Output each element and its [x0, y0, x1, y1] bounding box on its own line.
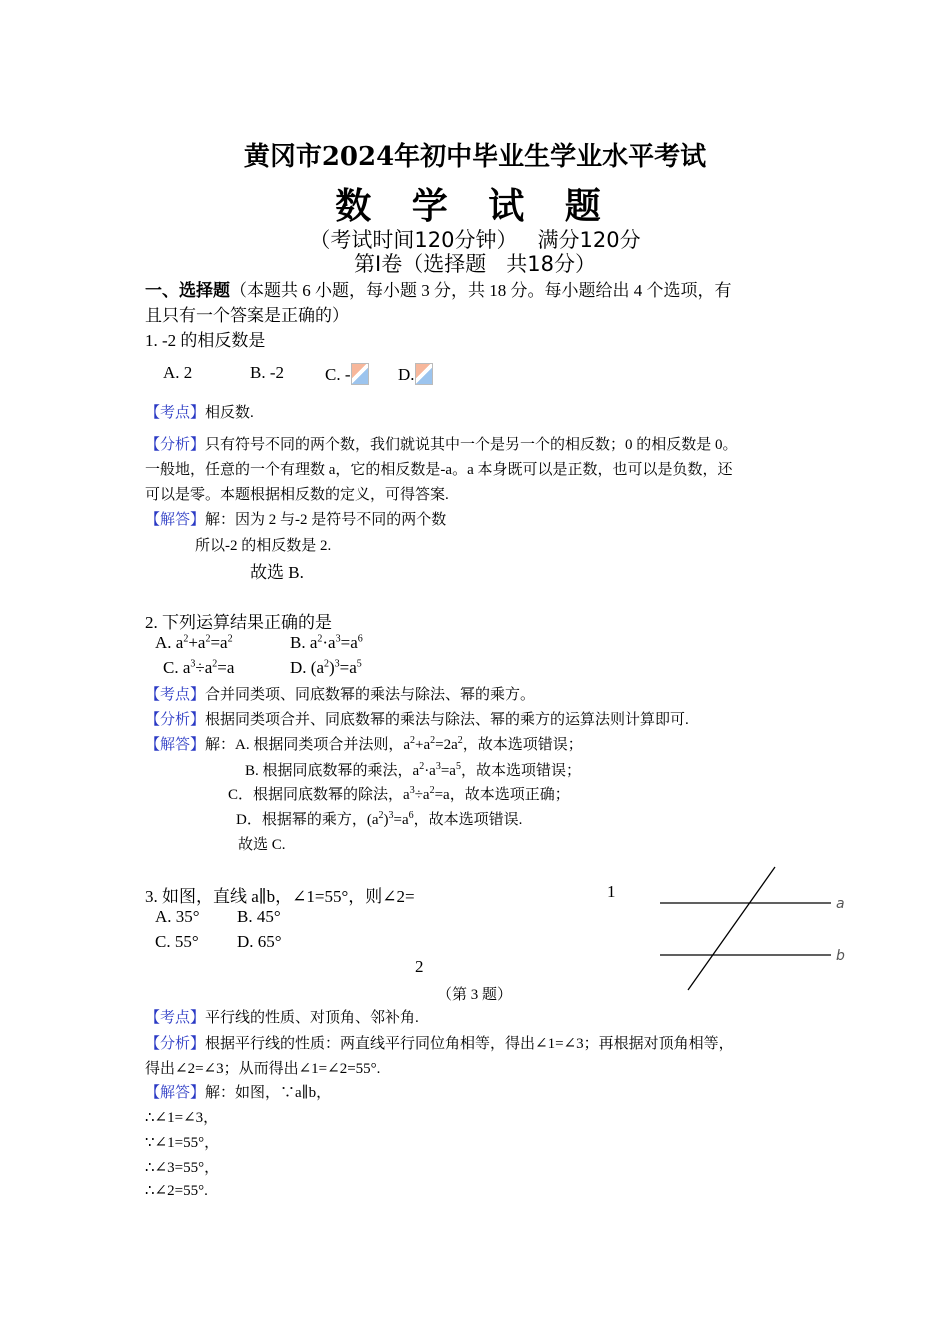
q2-option-d: D. $(a^2)^3=a^5$ — [290, 658, 362, 677]
q2-option-c: C. $a^3\div a^2=a$ — [163, 658, 235, 677]
q1-option-d-label: D. — [398, 365, 415, 384]
section-heading: 一、选择题 — [145, 281, 230, 301]
q1-fenxi-line3: 可以是零。本题根据相反数的定义，可得答案. — [145, 487, 449, 503]
q3-option-c: C. 55° — [155, 932, 199, 951]
q3-option-d: D. 65° — [237, 932, 282, 951]
jieda-tag: 【解答】 — [145, 737, 206, 753]
section-intro-line2: 且只有一个答案是正确的） — [145, 306, 349, 325]
fraction-image-icon — [351, 363, 369, 385]
q1-jieda-text: 解：因为 2 与-2 是符号不同的两个数 — [205, 512, 447, 528]
q1-option-b: B. -2 — [250, 363, 284, 382]
q3-stem: 3. 如图，直线 a∥b，∠1=55°，则∠2= — [145, 887, 415, 906]
q1-option-c-label: C. - — [325, 365, 351, 384]
q3-angle2-label: 2 — [415, 957, 424, 976]
q1-jieda-line1 — [145, 508, 446, 529]
q1-option-c — [325, 363, 369, 385]
q2-option-a: A. $a^2+a^2=a^2$ — [155, 633, 233, 652]
q2-jieda-a-text: A. 根据同类项合并法则， — [235, 737, 404, 753]
q2-jieda-b: B. 根据同底数幂的乘法，$a^2\cdot a^3=a^5$，故本选项错误； — [245, 761, 581, 779]
q1-jieda-line2: 所以-2 的相反数是 2. — [195, 538, 332, 554]
transversal-line — [688, 867, 775, 990]
q2-jieda-b-text: B. 根据同底数幂的乘法， — [245, 763, 413, 779]
q3-fenxi-line1 — [145, 1032, 734, 1053]
q3-step1: ∴∠1=∠3， — [145, 1110, 219, 1126]
q1-option-a: A. 2 — [163, 363, 193, 382]
q2-jieda-c-result: ，故本选项正确； — [449, 787, 570, 803]
subject-title: 数 学 试 题 — [335, 185, 615, 227]
q3-step2: ∵∠1=55°， — [145, 1135, 220, 1151]
jieda-tag: 【解答】 — [145, 512, 206, 528]
jieda-tag: 【解答】 — [145, 1085, 206, 1101]
line-a-label: a — [836, 896, 845, 912]
q2-jieda-prefix: 解： — [205, 737, 236, 753]
q3-kaodian — [145, 1006, 419, 1027]
q1-stem: 1. -2 的相反数是 — [145, 331, 266, 350]
q2-jieda-a: 【解答】解：A. 根据同类项合并法则，$a^2+a^2=2a^2$，故本选项错误； — [145, 735, 583, 753]
q2-jieda-d-text: D．根据幂的乘方， — [236, 812, 367, 828]
q3-kaodian-text: 平行线的性质、对顶角、邻补角. — [205, 1010, 419, 1026]
time-info: （考试时间120分钟） 满分120分 — [309, 228, 641, 252]
part-info: 第Ⅰ卷（选择题 共18分） — [354, 252, 596, 276]
section-intro-text: （本题共 6 小题，每小题 3 分，共 18 分。每小题给出 4 个选项，有 — [230, 281, 732, 300]
q3-step4: ∴∠2=55°. — [145, 1183, 208, 1199]
fenxi-tag: 【分析】 — [145, 1036, 206, 1052]
q1-kaodian-text: 相反数. — [205, 405, 254, 421]
q3-caption: （第 3 题） — [437, 987, 513, 1003]
q2-answer: 故选 C. — [238, 837, 286, 853]
q2-jieda-b-result: ，故本选项错误； — [460, 763, 581, 779]
q1-fenxi-text: 只有符号不同的两个数，我们就说其中一个是另一个的相反数；0 的相反数是 0。 — [205, 437, 738, 453]
q1-fenxi-line1 — [145, 433, 738, 454]
q3-option-b: B. 45° — [237, 907, 281, 926]
q3-fenxi-line2: 得出∠2=∠3；从而得出∠1=∠2=55°. — [145, 1061, 381, 1077]
q1-answer: 故选 B. — [250, 563, 304, 582]
q3-angle1-label: 1 — [607, 882, 616, 901]
line-b-label: b — [836, 948, 845, 964]
q2-jieda-a-result: ，故本选项错误； — [462, 737, 583, 753]
q2-jieda-d: D．根据幂的乘方，$(a^2)^3=a^6$，故本选项错误. — [236, 810, 523, 828]
q1-fenxi-line2: 一般地，任意的一个有理数 a，它的相反数是-a。a 本身既可以是正数，也可以是负数，还 — [145, 462, 733, 478]
q1-option-d — [398, 363, 433, 385]
section-intro-line1 — [145, 276, 732, 301]
q2-fenxi — [145, 708, 689, 729]
exam-title: 黄冈市2024年初中毕业生学业水平考试 — [243, 142, 707, 172]
fraction-image-icon — [415, 363, 433, 385]
q3-jieda-text: 解：如图，∵a∥b， — [205, 1085, 332, 1101]
q2-kaodian-text: 合并同类项、同底数幂的乘法与除法、幂的乘方。 — [205, 687, 536, 703]
q1-kaodian — [145, 401, 254, 422]
q2-fenxi-text: 根据同类项合并、同底数幂的乘法与除法、幂的乘方的运算法则计算即可. — [205, 712, 689, 728]
q2-kaodian — [145, 683, 535, 704]
kaodian-tag: 【考点】 — [145, 1010, 206, 1026]
q2-jieda-c-text: C．根据同底数幂的除法， — [228, 787, 404, 803]
q2-jieda-d-result: ，故本选项错误. — [413, 812, 523, 828]
parallel-lines-figure — [655, 860, 855, 1000]
q3-fenxi-text: 根据平行线的性质：两直线平行同位角相等，得出∠1=∠3；再根据对顶角相等， — [205, 1036, 734, 1052]
fenxi-tag: 【分析】 — [145, 712, 206, 728]
q3-option-a: A. 35° — [155, 907, 200, 926]
kaodian-tag: 【考点】 — [145, 405, 206, 421]
fenxi-tag: 【分析】 — [145, 437, 206, 453]
q2-stem: 2. 下列运算结果正确的是 — [145, 613, 332, 632]
q2-option-b: B. $a^2\cdot a^3=a^6$ — [290, 633, 363, 652]
q3-jieda-line1 — [145, 1081, 331, 1102]
q2-jieda-c: C．根据同底数幂的除法，$a^3\div a^2=a$，故本选项正确； — [228, 785, 570, 803]
q3-step3: ∴∠3=55°， — [145, 1160, 220, 1176]
kaodian-tag: 【考点】 — [145, 687, 206, 703]
